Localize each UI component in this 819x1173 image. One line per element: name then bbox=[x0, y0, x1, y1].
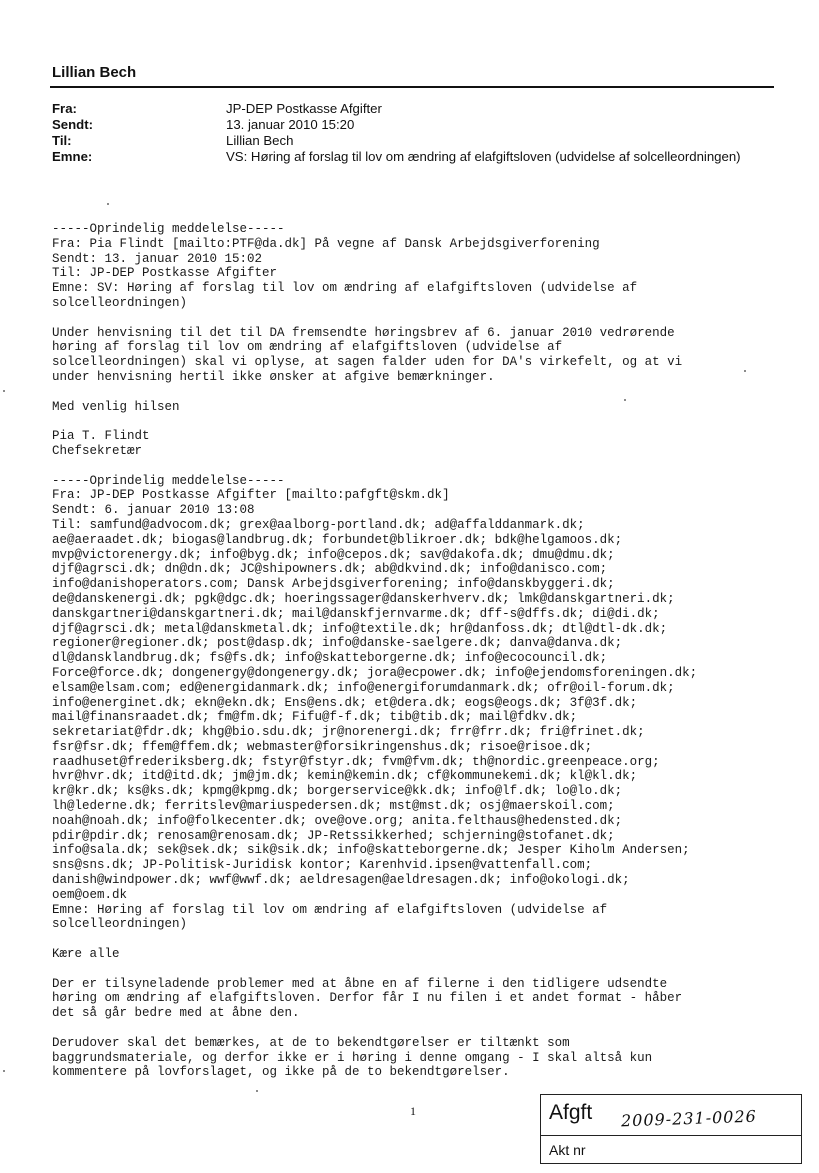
scan-speck bbox=[624, 399, 626, 401]
page-number: 1 bbox=[410, 1104, 416, 1118]
email-body: -----Oprindelig meddelelse----- Fra: Pia Flindt [mailto:PTF@da.dk] På vegne af Dansk Arbejdsgiverforening Sendt: 13. januar 2010 15:02 Til: JP-DEP Postkasse Afgifter Emne: SV: Høring af forslag til lov om ændring af elafgiftsloven (udvidelse af solcelleordningen) Under henvisning til det til DA fremsendte høringsbrev af 6. januar 2010 vedrørende høring af forslag til lov om ændring af elafgiftsloven (udvidelse af solcelleordningen) skal vi oplyse, at sagen falder uden for DA's virkefelt, og at vi under henvisning hertil ikke ønsker at afgive bemærkninger. Med venlig hilsen Pia T. Flindt Chefsekretær -----Oprindelig meddelelse----- Fra: JP-DEP Postkasse Afgifter [mailto:pafgft@skm.dk] Sendt: 6. januar 2010 13:08 Til: samfund@advocom.dk; grex@aalborg-portland.dk; ad@affalddanmark.dk; ae@aeraadet.dk; biogas@landbrug.dk; forbundet@blikroer.dk; bdk@helgamoos.dk; mvp@victorenergy.dk; info@byg.dk; info@cepos.dk; sav@dakofa.dk; dmu@dmu.dk; djf@agrsci.dk; dn@dn.dk; JC@shipowners.dk; ab@dkvind.dk; info@danisco.com; info@danishoperators.com; Dansk Arbejdsgiverforening; info@danskbyggeri.dk; de@danskenergi.dk; pgk@dgc.dk; hoeringssager@danskerhverv.dk; lmk@danskgartneri.dk; danskgartneri@danskgartneri.dk; mail@danskfjernvarme.dk; dff-s@dffs.dk; di@di.dk; djf@agrsci.dk; metal@danskmetal.dk; info@textile.dk; hr@danfoss.dk; dtl@dtl-dk.dk; regioner@regioner.dk; post@dasp.dk; info@danske-saelgere.dk; danva@danva.dk; dl@dansklandbrug.dk; fs@fs.dk; info@skatteborgerne.dk; info@ecocouncil.dk; Force@force.dk; dongenergy@dongenergy.dk; jora@ecpower.dk; info@ejendomsforeningen.dk; elsam@elsam.com; ed@energidanmark.dk; info@energiforumdanmark.dk; ofr@oil-forum.dk; info@energinet.dk; ekn@ekn.dk; Ens@ens.dk; et@dera.dk; eogs@eogs.dk; 3f@3f.dk; mail@finansraadet.dk; fm@fm.dk; Fifu@f-f.dk; tib@tib.dk; mail@fdkv.dk; sekretariat@fdr.dk; khg@bio.sdu.dk; jr@norenergi.dk; frr@frr.dk; fri@frinet.dk; fsr@fsr.dk; ffem@ffem.dk; webmaster@forsikringenshus.dk; risoe@risoe.dk; raadhuset@frederiksberg.dk; fstyr@fstyr.dk; fvm@fvm.dk; th@nordic.greenpeace.org; hvr@hvr.dk; itd@itd.dk; jm@jm.dk; kemin@kemin.dk; cf@kommunekemi.dk; kl@kl.dk; kr@kr.dk; ks@ks.dk; kpmg@kpmg.dk; borgerservice@kk.dk; info@lf.dk; lo@lo.dk; lh@lederne.dk; ferritslev@mariuspedersen.dk; mst@mst.dk; osj@maerskoil.com; noah@noah.dk; info@folkecenter.dk; ove@ove.org; anita.felthaus@hedensted.dk; pdir@pdir.dk; renosam@renosam.dk; JP-Retssikkerhed; schjerning@stofanet.dk; info@sala.dk; sek@sek.dk; sik@sik.dk; info@skatteborgerne.dk; Jesper Kiholm Andersen; sns@sns.dk; JP-Politisk-Juridisk kontor; Karenhvid.ipsen@vattenfall.com; danish@windpower.dk; wwf@wwf.dk; aeldresagen@aeldresagen.dk; info@okologi.dk; oem@oem.dk Emne: Høring af forslag til lov om ændring af elafgiftsloven (udvidelse af solcelleordningen) Kære alle Der er tilsyneladende problemer med at åbne en af filerne i den tidligere udsendte høring om ændring af elafgiftsloven. Derfor får I nu filen i et andet format - håber det så går bedre med at åbne den. Derudover skal det bemærkes, at de to bekendtgørelser er tiltænkt som baggrundsmateriale, og derfor ikke er i høring i denne omgang - I skal altså kun kommentere på lovforslaget, og ikke på de to bekendtgørelser. bbox=[52, 222, 698, 1080]
header-value-sent: 13. januar 2010 15:20 bbox=[226, 117, 355, 132]
header-row-subject bbox=[52, 149, 792, 165]
header-value-subject: VS: Høring af forslag til lov om ændring af elafgiftsloven (udvidelse af solcelleordningen) bbox=[226, 149, 741, 164]
journal-stamp bbox=[540, 1094, 802, 1164]
header-label-subject: Emne: bbox=[52, 149, 93, 164]
header-label-from: Fra: bbox=[52, 101, 77, 116]
header-value-to: Lillian Bech bbox=[226, 133, 294, 148]
stamp-top-cell bbox=[541, 1095, 801, 1136]
header-label-to: Til: bbox=[52, 133, 72, 148]
scan-speck bbox=[107, 203, 109, 205]
sender-name: Lillian Bech bbox=[52, 64, 137, 81]
scan-speck bbox=[256, 1090, 258, 1092]
scan-speck bbox=[744, 370, 746, 372]
header-row-from bbox=[52, 101, 792, 117]
stamp-akt-label: Akt nr bbox=[549, 1142, 586, 1158]
scan-speck bbox=[3, 1070, 5, 1072]
header-row-to bbox=[52, 133, 792, 149]
stamp-case-number: 2009-231-0026 bbox=[620, 1106, 758, 1131]
header-value-from: JP-DEP Postkasse Afgifter bbox=[226, 101, 382, 116]
stamp-label: Afgft bbox=[549, 1101, 593, 1124]
scan-speck bbox=[3, 390, 5, 392]
header-row-sent bbox=[52, 117, 792, 133]
email-header bbox=[52, 101, 792, 165]
header-divider bbox=[50, 86, 774, 88]
header-label-sent: Sendt: bbox=[52, 117, 94, 132]
